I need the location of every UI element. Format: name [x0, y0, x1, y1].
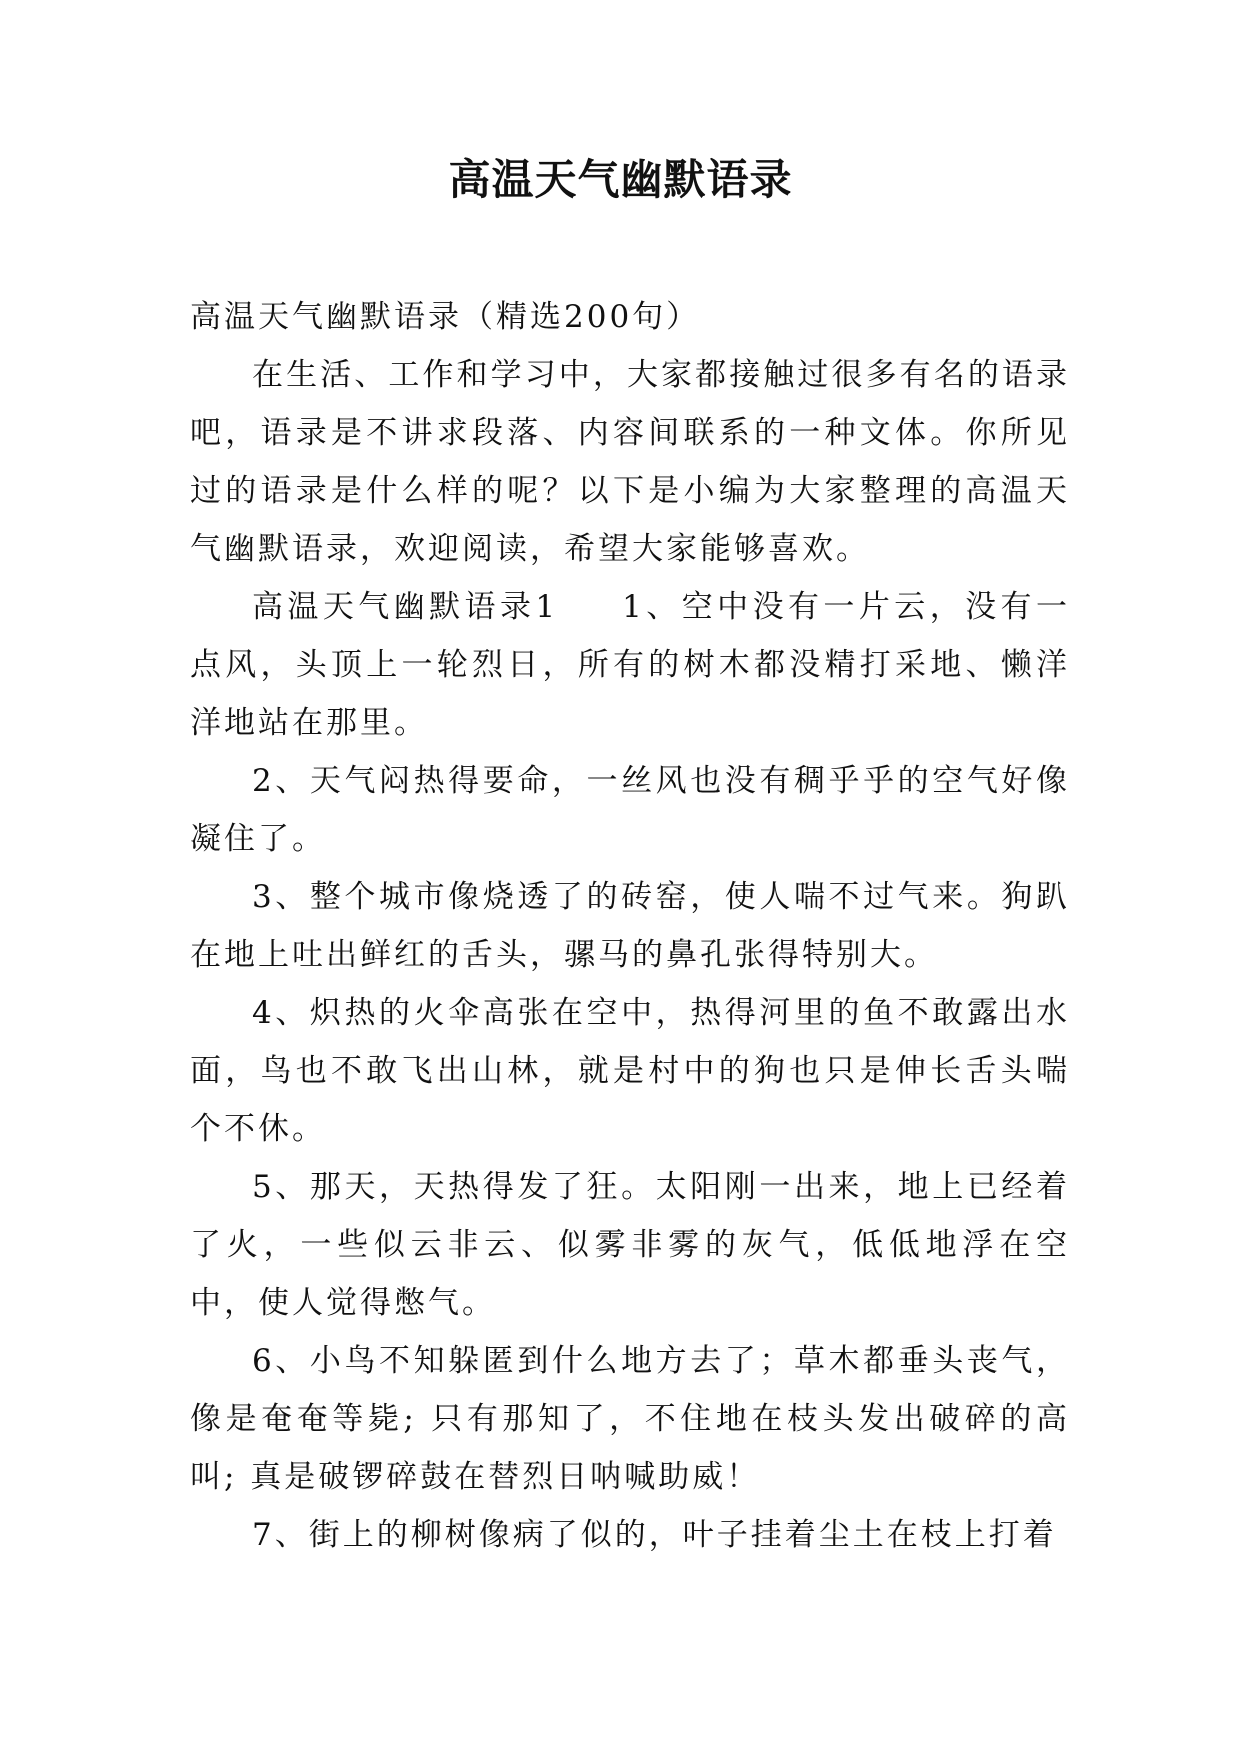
document-title: 高温天气幽默语录 — [448, 155, 793, 204]
list-item-5: 5、那天，天热得发了狂。太阳刚一出来，地上已经着了火，一些似云非云、似雾非雾的灰气，低低地浮在空中，使人觉得憋气。 — [190, 1169, 1070, 1321]
section-heading: 高温天气幽默语录1 — [252, 589, 559, 625]
intro-paragraph: 在生活、工作和学习中，大家都接触过很多有名的语录吧，语录是不讲求段落、内容间联系的一种文体。你所见过的语录是什么样的呢？以下是小编为大家整理的高温天气幽默语录，欢迎阅读，希望大家能够喜欢。 — [190, 357, 1070, 567]
section-paragraph-1 — [190, 578, 1070, 752]
list-item-4: 4、炽热的火伞高张在空中，热得河里的鱼不敢露出水面，鸟也不敢飞出山林，就是村中的狗也只是伸长舌头喘个不休。 — [190, 995, 1070, 1147]
document-subtitle: 高温天气幽默语录（精选200句） — [190, 299, 701, 335]
list-item-3: 3、整个城市像烧透了的砖窑，使人喘不过气来。狗趴在地上吐出鲜红的舌头，骡马的鼻孔张得特别大。 — [190, 879, 1070, 973]
list-item-2: 2、天气闷热得要命，一丝风也没有稠乎乎的空气好像凝住了。 — [190, 763, 1070, 857]
list-item-6: 6、小鸟不知躲匿到什么地方去了；草木都垂头丧气，像是奄奄等毙; 只有那知了，不住地在枝头发出破碎的高叫; 真是破锣碎鼓在替烈日呐喊助威！ — [190, 1343, 1070, 1495]
list-item-7: 7、街上的柳树像病了似的，叶子挂着尘土在枝上打着 — [252, 1517, 1057, 1553]
list-item-1: 1、空中没有一片云，没有一点风，头顶上一轮烈日，所有的树木都没精打采地、懒洋洋地站在那里。 — [190, 589, 1070, 741]
document-body — [190, 288, 1070, 1564]
